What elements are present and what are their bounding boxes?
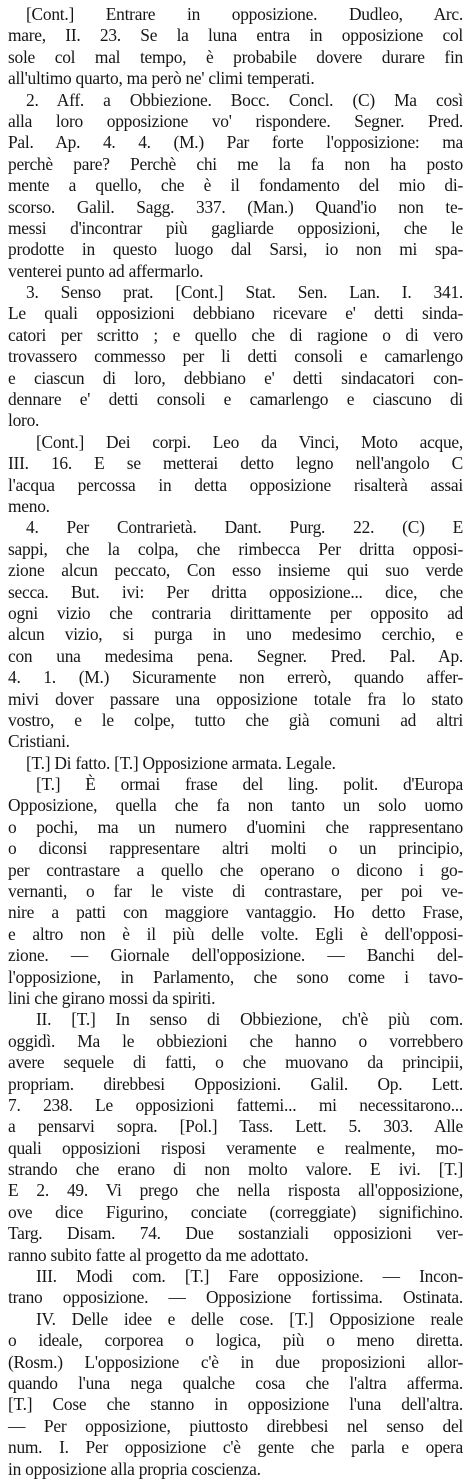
text-line: Opposizione, quella che fa non tanto un solo uomo: [8, 795, 463, 816]
text-line: 4. Per Contrarietà. Dant. Purg. 22. (C) E: [26, 517, 463, 538]
text-line: Pal. Ap. 4. 4. (M.) Par forte l'opposizione: ma: [8, 132, 463, 153]
text-line: meno.: [8, 495, 50, 516]
text-line: e altro non è il più delle volte. Egli è dell'opposi-: [8, 923, 463, 944]
text-line: e ciascun di loro, debbiano e' detti sindacatori con-: [8, 367, 463, 388]
text-line: ogni vizio che contraria dirittamente per opposito ad: [8, 602, 463, 623]
text-line: l'opposizione, in Parlamento, che sono come i tavo-: [8, 966, 463, 987]
text-line: vostro, e le colpe, tutto che già comuni ad altri: [8, 709, 463, 730]
text-line: [T.] Di fatto. [T.] Opposizione armata. Legale.: [26, 752, 336, 773]
text-line: alla loro opposizione vo' rispondere. Segner. Pred.: [8, 110, 463, 131]
text-line: Le quali opposizioni debbiano ricevare e' detti sinda-: [8, 303, 463, 324]
text-line: nire a patti con maggiore vantaggio. Ho detto Frase,: [8, 902, 463, 923]
text-line: l'acqua percossa in detta opposizione risalterà assai: [8, 474, 463, 495]
text-line: perchè pare? Perchè chi me la fa non ha posto: [8, 153, 463, 174]
text-line: o ideale, corporea o logica, più o meno diretta.: [8, 1330, 463, 1351]
text-line: E 2. 49. Vi prego che nella risposta all'opposizione,: [8, 1180, 463, 1201]
text-line: strando che erano di non molto valore. E ivi. [T.]: [8, 1159, 463, 1180]
text-line: [T.] Cose che stanno in opposizione l'una dell'altra.: [8, 1394, 463, 1415]
text-line: 4. 1. (M.) Sicuramente non errerò, quando affer-: [8, 667, 463, 688]
text-line: all'ultimo quarto, ma però ne' climi temperati.: [8, 68, 315, 89]
text-line: messi d'incontrar più gagliarde opposizioni, che le: [8, 217, 463, 238]
text-line: con una medesima pena. Segner. Pred. Pal. Ap.: [8, 645, 463, 666]
text-line: vernanti, o far le viste di contrastare, per poi ve-: [8, 881, 463, 902]
text-line: Cristiani.: [8, 731, 70, 752]
text-line: venterei punto ad affermarlo.: [8, 260, 204, 281]
text-line: III. Modi com. [T.] Fare opposizione. — Incon-: [36, 1266, 463, 1287]
text-line: o pochi, ma un numero d'uomini che rappresentano: [8, 816, 463, 837]
text-line: [T.] È ormai frase del ling. polit. d'Europa: [36, 774, 463, 795]
text-line: dennare e' detti consoli e camarlengo e ciascuno di: [8, 389, 463, 410]
text-line: scorso. Galil. Sagg. 337. (Man.) Quand'io non te-: [8, 196, 463, 217]
text-line: 7. 238. Le opposizioni fattemi... mi necessitarono...: [8, 1094, 463, 1115]
text-line: secca. But. ivi: Per dritta opposizione... dice, che: [8, 581, 463, 602]
text-line: avere sequele di fatti, o che muovano da principii,: [8, 1052, 463, 1073]
text-line: mente a quello, che è il fondamento del mio di-: [8, 175, 463, 196]
text-line: alcun vizio, si purga in uno medesimo cerchio, e: [8, 624, 463, 645]
text-line: zione alcun peccato, Con esso insieme qui suo verde: [8, 560, 463, 581]
text-line: oggidì. Ma le obbiezioni che hanno o vorrebbero: [8, 1030, 463, 1051]
text-line: III. 16. E se metterai detto legno nell'angolo C: [8, 453, 463, 474]
text-line: prodotte in questo luogo dal Sarsi, io non mi spa-: [8, 239, 463, 260]
text-line: sappi, che la colpa, che rimbecca Per dritta opposi-: [8, 538, 463, 559]
text-line: catori per scritto ; e quello che di ragione o di vero: [8, 324, 463, 345]
text-line: Targ. Disam. 74. Due sostanziali opposizioni ver-: [8, 1223, 463, 1244]
text-line: zione. — Giornale dell'opposizione. — Banchi del-: [8, 945, 463, 966]
text-line: lini che girano mossi da spiriti.: [8, 987, 216, 1008]
text-line: loro.: [8, 410, 40, 431]
text-line: trovassero commesso per li detti consoli e camarlengo: [8, 346, 463, 367]
text-line: a pensarvi sopra. [Pol.] Tass. Lett. 5. 303. Alle: [8, 1116, 463, 1137]
text-line: 3. Senso prat. [Cont.] Stat. Sen. Lan. I. 341.: [26, 282, 463, 303]
text-line: mare, II. 23. Se la luna entra in opposizione col: [8, 25, 463, 46]
text-line: II. [T.] In senso di Obbiezione, ch'è più com.: [36, 1009, 463, 1030]
text-line: mivi dover passare una opposizione totale fra lo stato: [8, 688, 463, 709]
text-line: (Rosm.) L'opposizione c'è in due proposizioni allor-: [8, 1351, 463, 1372]
text-line: ranno subito fatte al progetto da me adottato.: [8, 1244, 309, 1265]
text-line: sole col mal tempo, è probabile dovere durare fin: [8, 46, 463, 67]
text-line: [Cont.] Entrare in opposizione. Dudleo, Arc.: [26, 4, 463, 24]
text-line: quali opposizioni risposi veramente e realmente, mo-: [8, 1137, 463, 1158]
text-line: propriam. direbbesi Opposizioni. Galil. Op. Lett.: [8, 1073, 463, 1094]
text-line: o diconsi rappresentare altri molti o un principio,: [8, 838, 463, 859]
text-line: [Cont.] Dei corpi. Leo da Vinci, Moto acque,: [36, 431, 463, 452]
text-line: num. I. Per opposizione c'è gente che parla e opera: [8, 1437, 463, 1458]
text-line: quando l'una nega qualche cosa che l'altra afferma.: [8, 1373, 463, 1393]
text-line: IV. Delle idee e delle cose. [T.] Opposizione reale: [36, 1308, 463, 1329]
text-line: in opposizione alla propria coscienza.: [8, 1458, 261, 1479]
text-line: — Per opposizione, piuttosto direbbesi nel senso del: [8, 1415, 463, 1436]
text-line: per contrastare a quello che operano o dicono i go-: [8, 859, 463, 880]
text-line: trano opposizione. — Opposizione fortissima. Ostinata.: [8, 1287, 463, 1308]
text-line: ove dice Figurino, conciate (correggiate) significhino.: [8, 1201, 463, 1222]
text-line: 2. Aff. a Obbiezione. Bocc. Concl. (C) Ma così: [26, 89, 463, 110]
